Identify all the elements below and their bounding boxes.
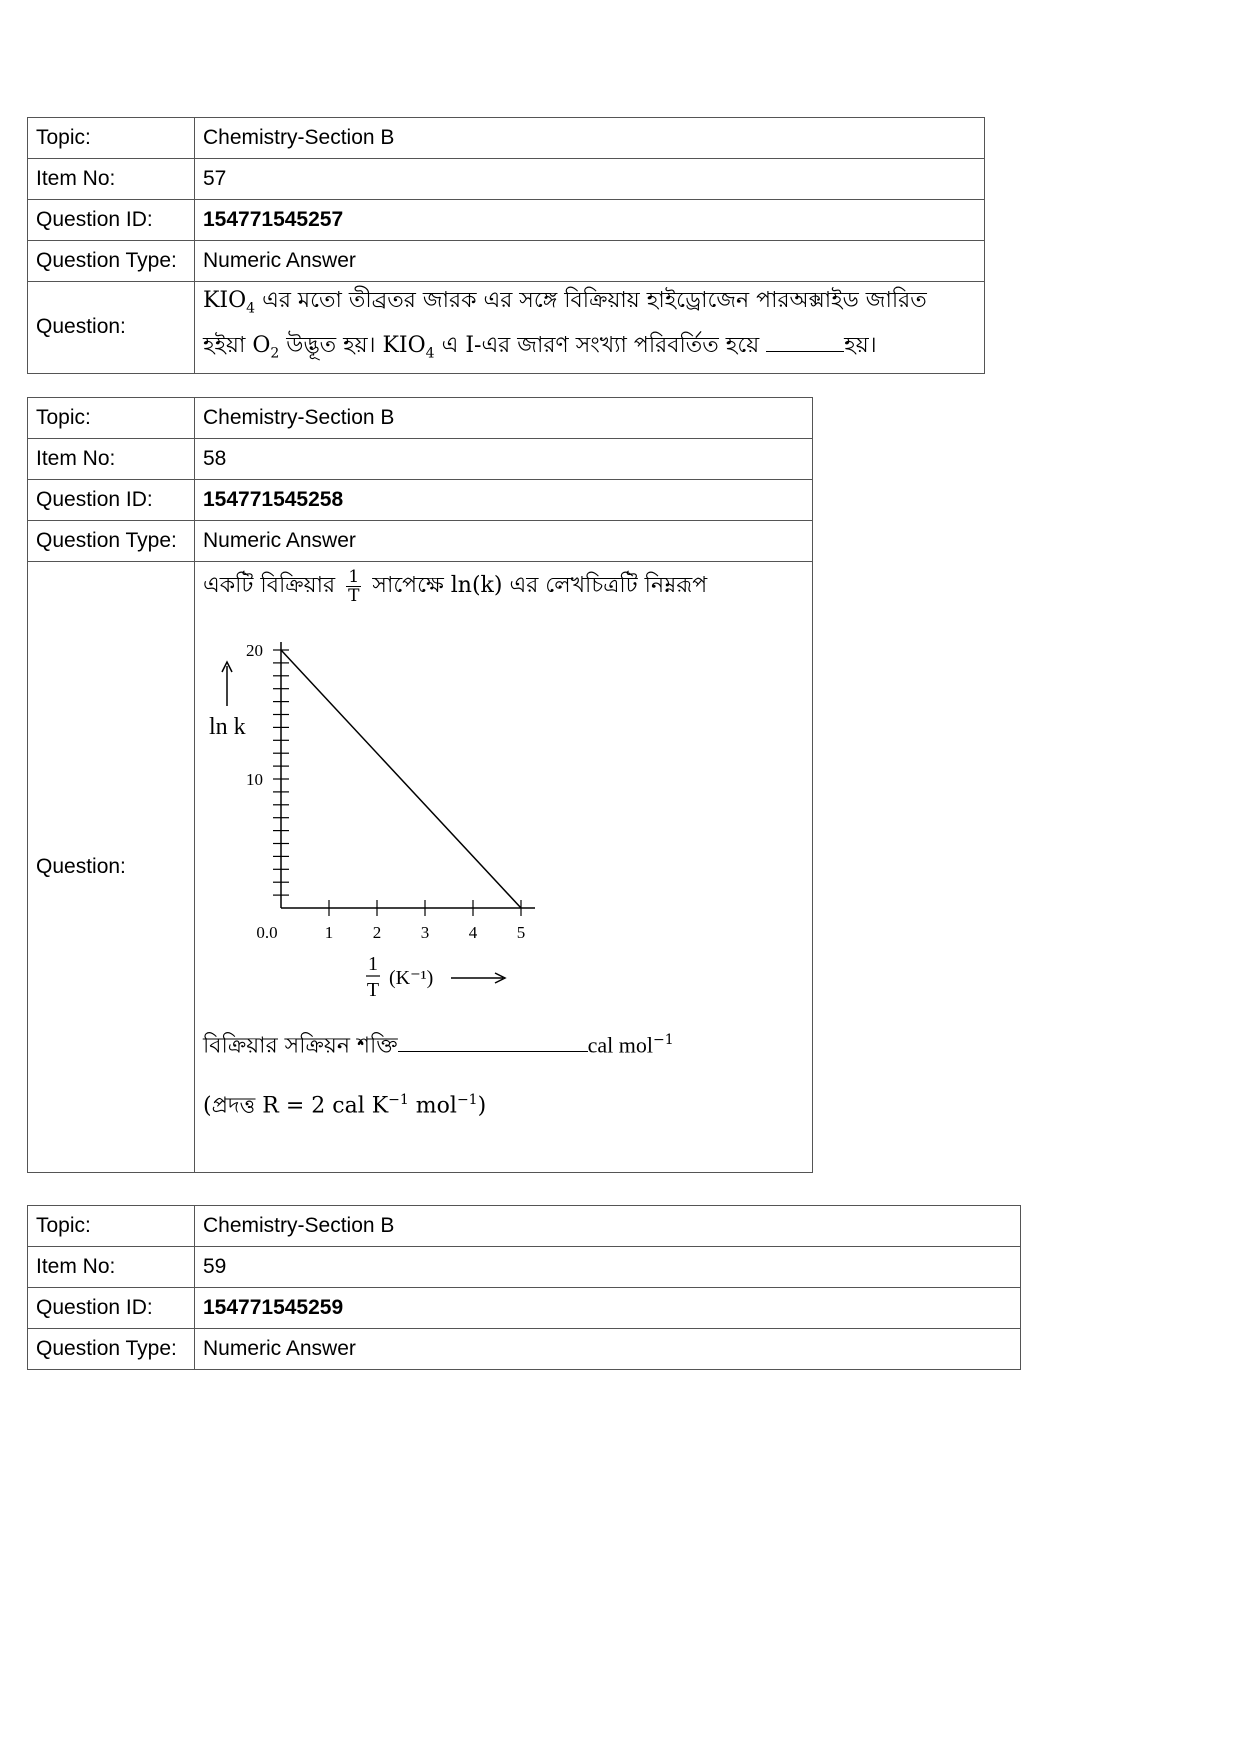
x-tick-label: 1 bbox=[324, 923, 334, 942]
question-type-value: Numeric Answer bbox=[195, 521, 813, 562]
question-id-value: 154771545259 bbox=[195, 1288, 1021, 1329]
topic-value: Chemistry-Section B bbox=[195, 398, 813, 439]
x-tick-label: 5 bbox=[516, 923, 526, 942]
item-no-value: 59 bbox=[195, 1247, 1021, 1288]
lnk-vs-inverse-t-chart bbox=[203, 616, 563, 1016]
x-tick-label: 0.0 bbox=[256, 923, 278, 942]
topic-value: Chemistry-Section B bbox=[195, 118, 985, 159]
question-id-label: Question ID: bbox=[28, 480, 195, 521]
question-row bbox=[28, 562, 813, 1173]
x-tick-label: 2 bbox=[372, 923, 382, 942]
item-no-value: 58 bbox=[195, 439, 813, 480]
y-tick-label: 20 bbox=[246, 641, 263, 660]
fraction-1-over-t: $\frac{1}{T}$ bbox=[348, 566, 360, 606]
question-id-value: 154771545257 bbox=[195, 200, 985, 241]
question-table-58 bbox=[27, 397, 813, 1173]
question-type-value: Numeric Answer bbox=[195, 1329, 1021, 1370]
question-type-row bbox=[28, 521, 813, 562]
item-no-row bbox=[28, 159, 985, 200]
question-text bbox=[195, 282, 985, 374]
y-tick-label: 10 bbox=[246, 770, 263, 789]
x-tick-labels bbox=[256, 923, 525, 942]
topic-row bbox=[28, 1206, 1021, 1247]
question-type-label: Question Type: bbox=[28, 521, 195, 562]
question-type-row bbox=[28, 1329, 1021, 1370]
item-no-label: Item No: bbox=[28, 439, 195, 480]
answer-blank bbox=[766, 351, 844, 352]
item-no-row bbox=[28, 1247, 1021, 1288]
question-type-label: Question Type: bbox=[28, 1329, 195, 1370]
x-label-unit: (K⁻¹) bbox=[389, 967, 434, 989]
x-label-numerator: 1 bbox=[368, 953, 378, 975]
topic-value: Chemistry-Section B bbox=[195, 1206, 1021, 1247]
y-axis-label: ln k bbox=[209, 714, 246, 740]
question-id-row bbox=[28, 480, 813, 521]
x-label-denominator: T bbox=[366, 979, 380, 1001]
item-no-label: Item No: bbox=[28, 159, 195, 200]
answer-blank bbox=[398, 1051, 588, 1052]
item-no-label: Item No: bbox=[28, 1247, 195, 1288]
question-label: Question: bbox=[28, 562, 195, 1173]
question-table-59 bbox=[27, 1205, 1021, 1370]
question-content bbox=[195, 562, 813, 1173]
topic-row bbox=[28, 398, 813, 439]
question-row bbox=[28, 282, 985, 374]
question-id-label: Question ID: bbox=[28, 200, 195, 241]
activation-energy-line: বিক্রিয়ার সক্রিয়ন শক্তি cal mol$^{-1}$ bbox=[203, 1032, 674, 1059]
question-id-label: Question ID: bbox=[28, 1288, 195, 1329]
y-tick-labels bbox=[246, 641, 263, 789]
topic-label: Topic: bbox=[28, 1206, 195, 1247]
question-table-57 bbox=[27, 117, 985, 374]
question-label: Question: bbox=[28, 282, 195, 374]
question-line-1: $KIO_4$ এর মতো তীব্রতর জারক এর সঙ্গে বিক্রিয়ায় হাইড্রোজেন পারঅক্সাইড জারিত bbox=[203, 288, 927, 317]
x-tick-label: 4 bbox=[468, 923, 478, 942]
topic-label: Topic: bbox=[28, 118, 195, 159]
x-tick-label: 3 bbox=[420, 923, 430, 942]
question-id-row bbox=[28, 1288, 1021, 1329]
question-type-label: Question Type: bbox=[28, 241, 195, 282]
topic-label: Topic: bbox=[28, 398, 195, 439]
topic-row bbox=[28, 118, 985, 159]
question-type-row bbox=[28, 241, 985, 282]
question-id-value: 154771545258 bbox=[195, 480, 813, 521]
item-no-value: 57 bbox=[195, 159, 985, 200]
question-intro: একটি বিক্রিয়ার $\frac{1}{T}$ সাপেক্ষে ln(k) এর লেখচিত্রটি নিম্নরূপ bbox=[203, 566, 708, 606]
question-id-row bbox=[28, 200, 985, 241]
item-no-row bbox=[28, 439, 813, 480]
question-line-2: হইয়া $O_2$ উদ্ভূত হয়। $KIO_4$ এ I-এর জারণ সংখ্যা পরিবর্তিত হয়ে হয়। bbox=[203, 333, 877, 362]
question-type-value: Numeric Answer bbox=[195, 241, 985, 282]
given-line: (প্রদত্ত R = 2 cal $K^{-1}$ mol$^{-1}$) bbox=[203, 1092, 487, 1119]
series-line bbox=[281, 650, 521, 908]
